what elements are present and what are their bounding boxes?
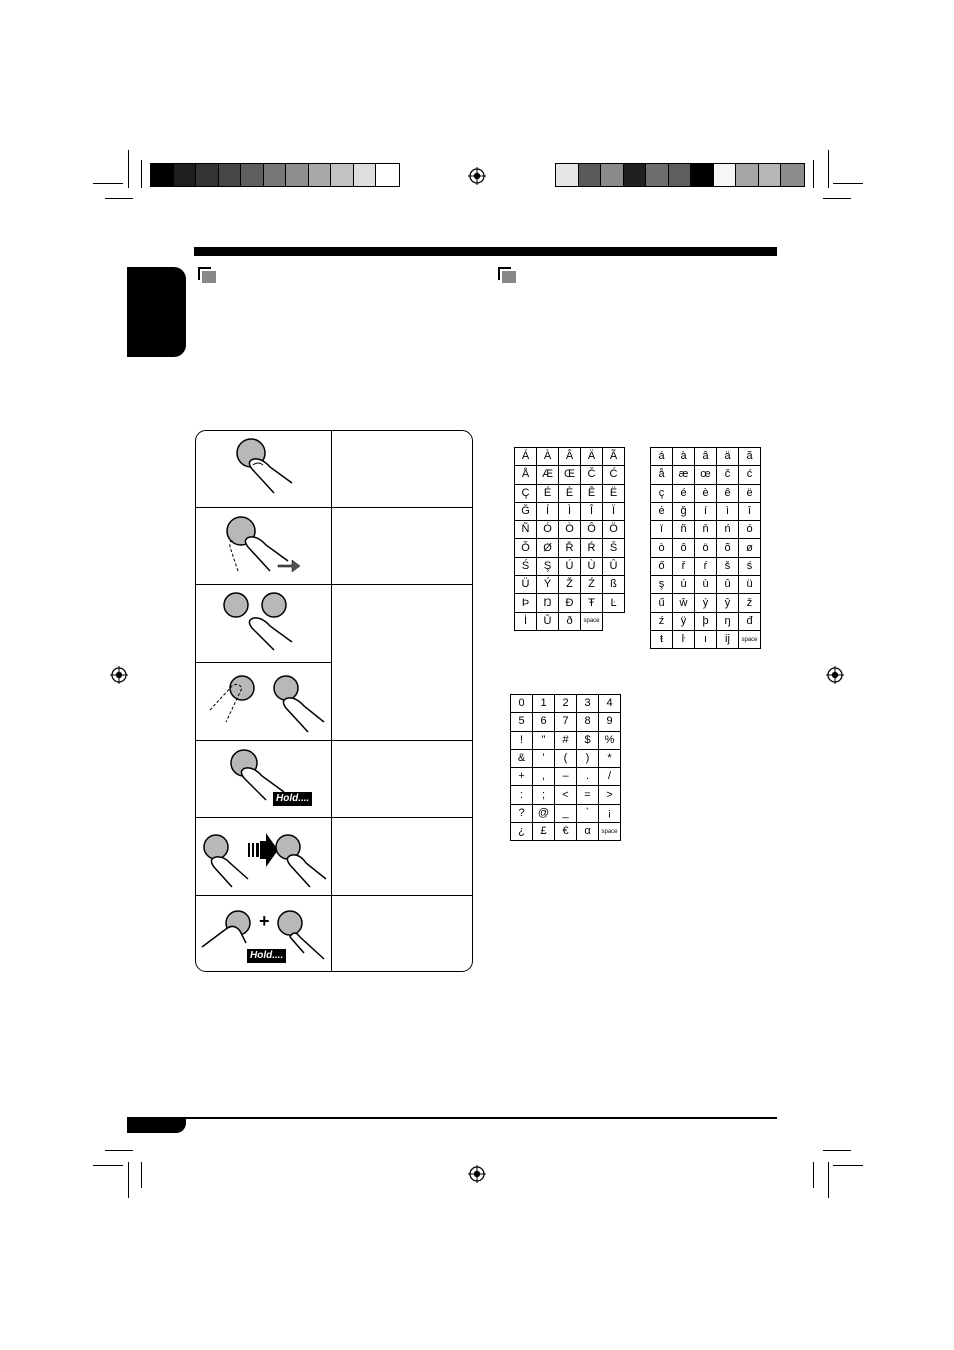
character-cell: – [555, 768, 577, 786]
character-cell: ğ [673, 502, 695, 520]
table-row [511, 731, 621, 749]
character-cell: č [717, 466, 739, 484]
character-cell: Á [515, 448, 537, 466]
table-row [515, 448, 625, 466]
character-cell: ó [739, 521, 761, 539]
character-cell: Ć [603, 466, 625, 484]
language-side-tab [127, 267, 186, 357]
character-cell: Æ [537, 466, 559, 484]
character-cell: ü [739, 576, 761, 594]
character-cell: / [599, 768, 621, 786]
character-cell: € [555, 823, 577, 841]
character-cell: Ù [581, 557, 603, 575]
character-cell: < [555, 786, 577, 804]
character-cell: ¡ [599, 804, 621, 822]
character-cell: À [537, 448, 559, 466]
character-cell: ė [651, 502, 673, 520]
character-cell: ! [511, 731, 533, 749]
character-cell: Ì [559, 502, 581, 520]
registration-mark-icon [468, 1165, 486, 1183]
color-swatch [286, 164, 309, 186]
table-row [515, 594, 625, 612]
character-cell: ù [695, 576, 717, 594]
character-cell: ï [651, 521, 673, 539]
symbol-character-table [510, 694, 621, 841]
table-row [651, 466, 761, 484]
character-cell: Ó [537, 521, 559, 539]
color-swatch [376, 164, 399, 186]
character-cell: 5 [511, 713, 533, 731]
character-cell: Û [603, 557, 625, 575]
character-cell: 3 [577, 695, 599, 713]
character-cell: ò [651, 539, 673, 557]
table-row [515, 576, 625, 594]
character-cell: ŷ [717, 594, 739, 612]
character-cell: ň [695, 521, 717, 539]
character-cell: > [599, 786, 621, 804]
hold-label: Hold.... [247, 949, 286, 963]
character-cell: á [651, 448, 673, 466]
character-cell: ñ [673, 521, 695, 539]
character-cell: ô [673, 539, 695, 557]
plus-sign: + [259, 911, 270, 931]
character-cell: Õ [515, 539, 537, 557]
character-cell: Ê [581, 484, 603, 502]
character-cell: 7 [555, 713, 577, 731]
character-cell: . [577, 768, 599, 786]
character-cell: è [695, 484, 717, 502]
lowercase-character-table [650, 447, 761, 649]
character-cell: Ò [559, 521, 581, 539]
character-cell: å [651, 466, 673, 484]
character-cell: Ź [581, 576, 603, 594]
press-then-move-to-next-button-icon [196, 817, 331, 895]
color-swatch [624, 164, 647, 186]
character-cell: õ [717, 539, 739, 557]
character-cell: Ŧ [581, 594, 603, 612]
table-row [651, 576, 761, 594]
character-cell: space [581, 612, 603, 630]
table-row [511, 786, 621, 804]
character-cell: Š [603, 539, 625, 557]
character-cell: ¿ [511, 823, 533, 841]
table-row [511, 804, 621, 822]
character-cell: 4 [599, 695, 621, 713]
character-cell: þ [695, 612, 717, 630]
character-cell: ` [577, 804, 599, 822]
registration-mark-icon [468, 167, 486, 185]
character-cell: Î [581, 502, 603, 520]
character-cell: É [537, 484, 559, 502]
character-cell: 2 [555, 695, 577, 713]
table-row [651, 484, 761, 502]
color-swatch [174, 164, 197, 186]
press-button-icon [196, 431, 331, 507]
character-cell: í [695, 502, 717, 520]
character-cell: ŧ [651, 630, 673, 648]
table-row [511, 823, 621, 841]
character-cell: Ø [537, 539, 559, 557]
character-cell: ú [673, 576, 695, 594]
character-cell: û [717, 576, 739, 594]
character-cell: Ř [559, 539, 581, 557]
character-cell: ã [739, 448, 761, 466]
character-cell: Ë [603, 484, 625, 502]
character-cell: ê [717, 484, 739, 502]
character-cell: 8 [577, 713, 599, 731]
table-row [511, 768, 621, 786]
color-swatch [646, 164, 669, 186]
character-cell: , [533, 768, 555, 786]
character-cell: Ŋ [537, 594, 559, 612]
character-cell: î [739, 502, 761, 520]
table-row [515, 612, 625, 630]
character-cell: ź [651, 612, 673, 630]
character-cell: & [511, 749, 533, 767]
character-cell: İ [515, 612, 537, 630]
table-row [651, 557, 761, 575]
character-cell: # [555, 731, 577, 749]
right-color-calibration-bar [555, 163, 805, 187]
character-cell: ű [651, 594, 673, 612]
character-cell: Ş [537, 557, 559, 575]
character-cell: æ [673, 466, 695, 484]
character-cell: ŵ [673, 594, 695, 612]
character-cell: ÿ [673, 612, 695, 630]
character-cell: = [577, 786, 599, 804]
character-cell: ı [695, 630, 717, 648]
table-row [515, 521, 625, 539]
table-row [515, 539, 625, 557]
character-cell: @ [533, 804, 555, 822]
table-row [515, 502, 625, 520]
color-swatch [264, 164, 287, 186]
table-row [651, 594, 761, 612]
character-cell: ŋ [717, 612, 739, 630]
character-cell: ŕ [695, 557, 717, 575]
page-number-tab [127, 1119, 186, 1133]
character-cell: Ñ [515, 521, 537, 539]
character-cell: ø [739, 539, 761, 557]
character-cell: ? [511, 804, 533, 822]
color-swatch [781, 164, 804, 186]
character-cell: Å [515, 466, 537, 484]
registration-mark-icon [110, 666, 128, 684]
character-cell: Ü [515, 576, 537, 594]
section-marker-icon [498, 267, 516, 283]
character-cell: ŀ [673, 630, 695, 648]
character-cell: ( [555, 749, 577, 767]
character-cell: ij [717, 630, 739, 648]
character-cell: â [695, 448, 717, 466]
character-cell: 0 [511, 695, 533, 713]
character-cell: ń [717, 521, 739, 539]
color-swatch [669, 164, 692, 186]
character-cell [603, 612, 625, 630]
character-cell: Ä [581, 448, 603, 466]
color-swatch [354, 164, 377, 186]
character-cell: È [559, 484, 581, 502]
color-swatch [736, 164, 759, 186]
character-cell: ' [533, 749, 555, 767]
table-row [515, 557, 625, 575]
color-swatch [579, 164, 602, 186]
character-cell: ç [651, 484, 673, 502]
button-operation-table [195, 430, 473, 972]
character-cell: Ŭ [537, 612, 559, 630]
color-swatch [309, 164, 332, 186]
color-swatch [691, 164, 714, 186]
character-cell: Ú [559, 557, 581, 575]
section-marker-icon [198, 267, 216, 283]
character-cell: 9 [599, 713, 621, 731]
color-swatch [331, 164, 354, 186]
character-cell: space [599, 823, 621, 841]
table-row [651, 539, 761, 557]
character-cell: à [673, 448, 695, 466]
character-cell: Đ [559, 594, 581, 612]
character-cell: Ğ [515, 502, 537, 520]
color-swatch [556, 164, 579, 186]
character-cell: ý [695, 594, 717, 612]
table-row [511, 713, 621, 731]
character-cell: ć [739, 466, 761, 484]
character-cell: Ï [603, 502, 625, 520]
character-cell: Â [559, 448, 581, 466]
character-cell: ž [739, 594, 761, 612]
character-cell: ß [603, 576, 625, 594]
character-cell: £ [533, 823, 555, 841]
character-cell: ì [717, 502, 739, 520]
press-one-of-two-buttons-icon [196, 584, 331, 662]
press-slide-icon [196, 507, 331, 585]
table-row [511, 749, 621, 767]
table-row [651, 502, 761, 520]
uppercase-character-table [514, 447, 625, 631]
character-cell: ) [577, 749, 599, 767]
character-cell: œ [695, 466, 717, 484]
character-cell: ; [533, 786, 555, 804]
character-cell: ś [739, 557, 761, 575]
color-swatch [196, 164, 219, 186]
character-cell: đ [739, 612, 761, 630]
table-row [651, 448, 761, 466]
color-swatch [601, 164, 624, 186]
character-cell: Ž [559, 576, 581, 594]
table-row [651, 612, 761, 630]
color-swatch [241, 164, 264, 186]
header-rule [194, 247, 777, 256]
table-row [515, 466, 625, 484]
character-cell: ë [739, 484, 761, 502]
character-cell: Œ [559, 466, 581, 484]
table-row [651, 521, 761, 539]
character-cell: Ŕ [581, 539, 603, 557]
character-cell: ð [559, 612, 581, 630]
character-cell: ä [717, 448, 739, 466]
character-cell: ő [651, 557, 673, 575]
character-cell: + [511, 768, 533, 786]
character-cell: _ [555, 804, 577, 822]
character-cell: * [599, 749, 621, 767]
color-swatch [151, 164, 174, 186]
color-swatch [714, 164, 737, 186]
character-cell: ř [673, 557, 695, 575]
table-row [651, 630, 761, 648]
hold-label: Hold.... [273, 792, 312, 806]
character-cell: Ö [603, 521, 625, 539]
table-row [515, 484, 625, 502]
character-cell: š [717, 557, 739, 575]
character-cell: space [739, 630, 761, 648]
character-cell: Ç [515, 484, 537, 502]
character-cell: α [577, 823, 599, 841]
character-cell: é [673, 484, 695, 502]
table-row [511, 695, 621, 713]
character-cell: Ý [537, 576, 559, 594]
character-cell: 6 [533, 713, 555, 731]
character-cell: : [511, 786, 533, 804]
color-swatch [219, 164, 242, 186]
footer-rule [127, 1117, 777, 1119]
character-cell: Č [581, 466, 603, 484]
color-swatch [759, 164, 782, 186]
press-other-of-two-buttons-icon [196, 662, 331, 740]
character-cell: 1 [533, 695, 555, 713]
character-cell: Í [537, 502, 559, 520]
character-cell: $ [577, 731, 599, 749]
character-cell: Ś [515, 557, 537, 575]
left-color-calibration-bar [150, 163, 400, 187]
character-cell: Ŀ [603, 594, 625, 612]
character-cell: % [599, 731, 621, 749]
character-cell: ö [695, 539, 717, 557]
character-cell: Ã [603, 448, 625, 466]
character-cell: " [533, 731, 555, 749]
character-cell: ş [651, 576, 673, 594]
registration-mark-icon [826, 666, 844, 684]
character-cell: Þ [515, 594, 537, 612]
character-cell: Ô [581, 521, 603, 539]
